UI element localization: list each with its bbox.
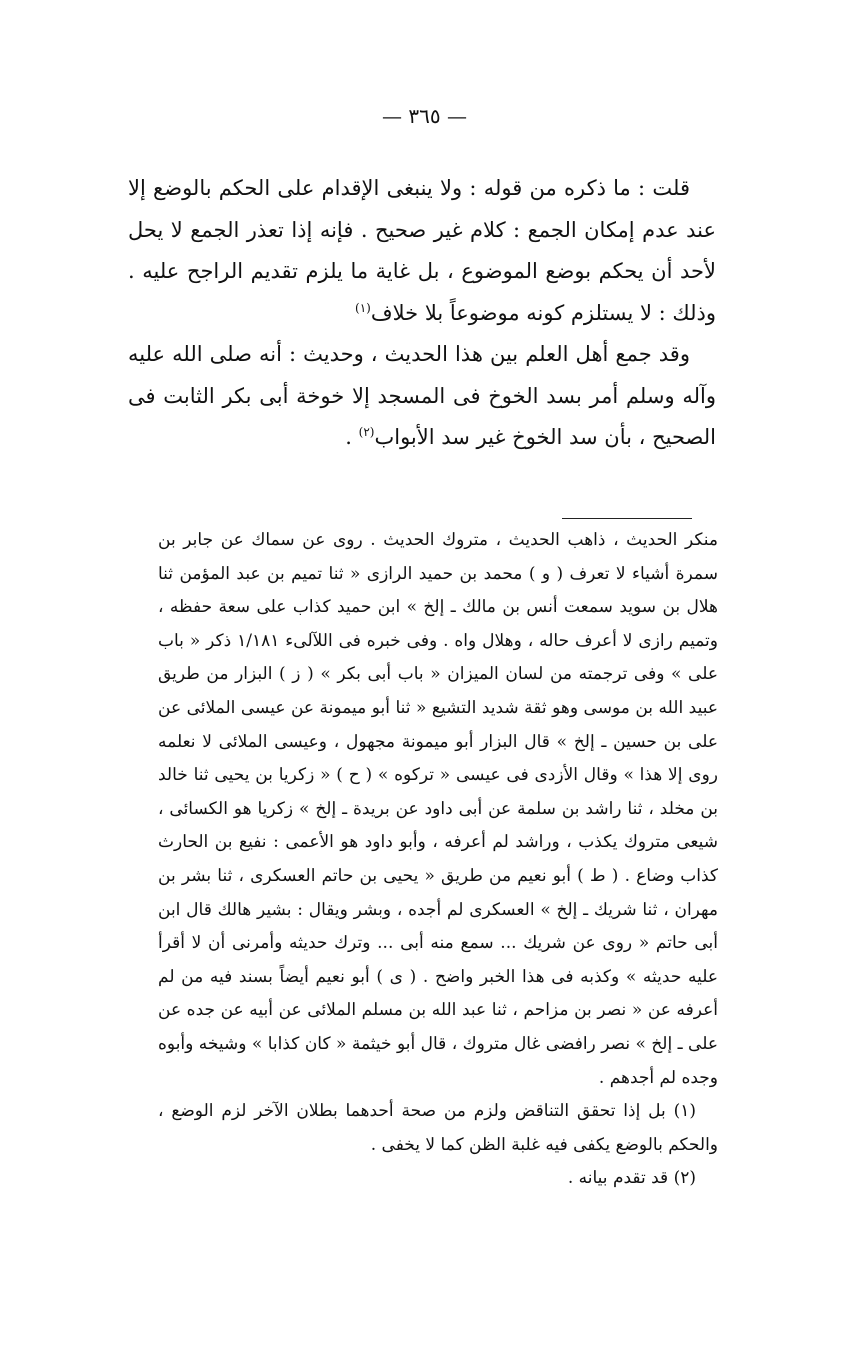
footnote-ref-2: (٢)	[358, 425, 375, 439]
main-paragraph-1-text: قلت : ما ذكره من قوله : ولا ينبغى الإقدام على الحكم بالوضع إلا عند عدم إمكان الجمع : كلام غير صحيح . فإنه إذا تعذر الجمع لا يحل لأحد أن يحكم بوضع الموضوع ، بل غاية ما يلزم تقديم الراجح عليه . وذلك : لا يستلزم كونه موضوعاً بلا خلاف	[128, 176, 716, 325]
footnote-ref-1: (١)	[355, 300, 371, 315]
main-paragraph-2	[128, 334, 716, 459]
footnote-2: (٢) قد تقدم بيانه .	[567, 1168, 696, 1189]
footnote-continuation: منكر الحديث ، ذاهب الحديث ، متروك الحديث . روى عن سماك عن جابر بن سمرة أشياء لا تعرف ( و ) محمد بن حميد الرازى « ثنا تميم بن عبد المؤمن ثنا هلال بن سويد سمعت أنس بن مالك ـ إلخ » ابن حميد كذاب على سعة حفظه ، وتميم رازى لا أعرف حاله ، وهلال واه . وفى خبره فى اللآلىء ١/١٨١ ذكر « باب على » وفى ترجمته من لسان الميزان « باب أبى بكر » ( ز ) البزار من طريق عبيد الله بن موسى وهو ثقة شديد التشيع « ثنا أبو ميمونة عن عيسى الملائى عن على بن حسين ـ إلخ » قال البزار أبو ميمونة مجهول ، وعيسى الملائى لا نعلمه روى إلا هذا » وقال الأزدى فى عيسى « تركوه » ( ح ) « زكريا بن يحيى ثنا خالد بن مخلد ، ثنا راشد بن سلمة عن أبى داود عن بريدة ـ إلخ » زكريا هو الكسائى ، شيعى متروك يكذب ، وراشد لم أعرفه ، وأبو داود هو الأعمى : نفيع بن الحارث كذاب وضاع . ( ط ) أبو نعيم من طريق « يحيى بن حاتم العسكرى ، ثنا بشر بن مهران ، ثنا شريك ـ إلخ » العسكرى لم أجده ، وبشر ويقال : بشير هالك قال ابن أبى حاتم « روى عن شريك ... سمع منه أبى ... وترك حديثه وأمرنى أن لا أقرأ عليه حديثه » وكذبه فى هذا الخبر واضح . ( ى ) أبو نعيم أيضاً بسند فيه من لم أعرفه عن « نصر بن مزاحم ، ثنا عبد الله بن مسلم الملائى عن أبيه عن جده عن على ـ إلخ » نصر رافضى غال متروك ، قال أبو خيثمة « كان كذابا » وشيخه وأبوه وجده لم أجدهم .	[158, 530, 718, 1088]
footnote-1: (١) بل إذا تحقق التناقض ولزم من صحة أحدهما بطلان الآخر لزم الوضع ، والحكم بالوضع يكفى فيه غلبة الظن كما لا يخفى .	[158, 1101, 718, 1155]
footnote-divider	[562, 518, 692, 519]
page-number: — ٣٦٥ —	[382, 104, 467, 128]
main-paragraph-1	[128, 168, 716, 334]
footnotes	[158, 524, 718, 1196]
main-paragraph-2-text: وقد جمع أهل العلم بين هذا الحديث ، وحديث : أنه صلى الله عليه وآله وسلم أمر بسد الخوخ فى المسجد إلا خوخة أبى بكر الثابت فى الصحيح ، بأن سد الخوخ غير سد الأبواب	[128, 342, 716, 449]
main-paragraph-2-end: .	[345, 425, 359, 449]
main-text	[128, 168, 716, 459]
